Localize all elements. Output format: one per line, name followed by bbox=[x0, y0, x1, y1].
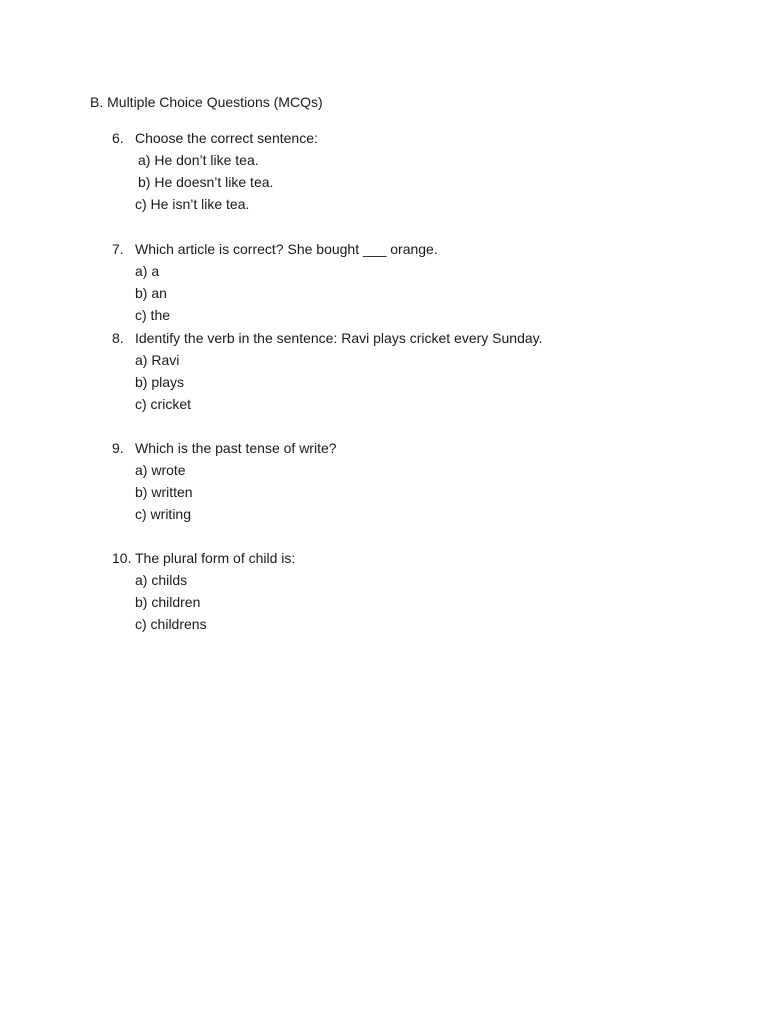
question-number: 9. bbox=[112, 440, 124, 456]
question-text: Which is the past tense of write? bbox=[135, 440, 337, 456]
question-text: Choose the correct sentence: bbox=[135, 130, 318, 146]
option-c: c) cricket bbox=[135, 396, 191, 412]
option-b: b) written bbox=[135, 484, 193, 500]
question-number: 7. bbox=[112, 241, 124, 257]
question-line bbox=[112, 238, 732, 260]
question-line bbox=[112, 327, 732, 349]
question-number: 6. bbox=[112, 130, 124, 146]
section-title: B. Multiple Choice Questions (MCQs) bbox=[90, 94, 323, 110]
question-text: Which article is correct? She bought ___ orange. bbox=[135, 241, 438, 257]
question-10 bbox=[112, 547, 732, 635]
option-a: a) wrote bbox=[135, 462, 186, 478]
option-b: b) He doesn’t like tea. bbox=[138, 174, 274, 190]
option-b: b) plays bbox=[135, 374, 185, 390]
question-9 bbox=[112, 437, 732, 525]
option-b: b) an bbox=[135, 285, 167, 301]
question-6 bbox=[112, 127, 732, 215]
option-a: a) childs bbox=[135, 572, 188, 588]
option-a: a) He don’t like tea. bbox=[138, 152, 259, 168]
question-text: Identify the verb in the sentence: Ravi plays cricket every Sunday. bbox=[135, 330, 543, 346]
option-b: b) children bbox=[135, 594, 201, 610]
question-text: The plural form of child is: bbox=[135, 550, 296, 566]
option-a: a) a bbox=[135, 263, 160, 279]
question-number: 10. bbox=[112, 550, 132, 566]
option-c: c) childrens bbox=[135, 616, 207, 632]
question-line bbox=[112, 547, 732, 569]
question-8 bbox=[112, 327, 732, 415]
question-line bbox=[112, 437, 732, 459]
option-c: c) writing bbox=[135, 506, 192, 522]
question-7 bbox=[112, 238, 732, 326]
question-number: 8. bbox=[112, 330, 124, 346]
option-a: a) Ravi bbox=[135, 352, 180, 368]
option-c: c) the bbox=[135, 307, 171, 323]
question-line bbox=[112, 127, 732, 149]
option-c: c) He isn’t like tea. bbox=[135, 196, 250, 212]
